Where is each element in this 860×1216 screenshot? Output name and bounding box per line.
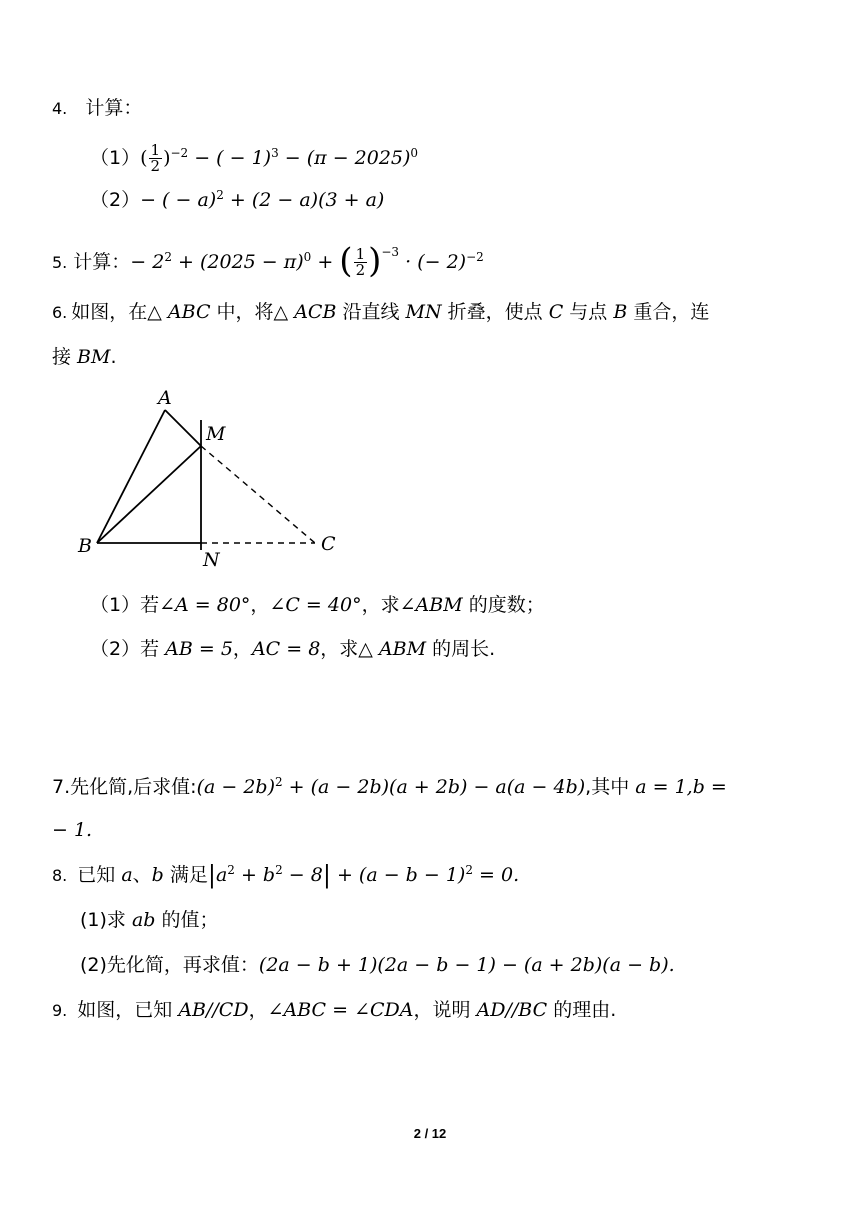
q8-line: 8. 已知 a、b 满足$|a^2 + b^2 - 8| + (a - b - 1)^2 = 0$. [52, 860, 520, 889]
q5-number: 5. [52, 253, 68, 272]
q9-number: 9. [52, 1001, 68, 1020]
q6-number: 6. [52, 303, 68, 322]
q4-part2-label: （2） [90, 189, 141, 211]
q7-line2: − 1. [52, 819, 93, 841]
label-c: C [321, 533, 336, 555]
label-n: N [203, 549, 220, 571]
q8-sub1: (1)求 ab 的值； [80, 909, 219, 931]
label-b: B [78, 535, 92, 557]
q4-title: 计算： [85, 97, 143, 119]
label-a: A [158, 387, 172, 409]
q9-line: 9. 如图，已知 AB//CD，∠ABC = ∠CDA，说明 AD//BC 的理由. [52, 999, 617, 1021]
q8-sub2: (2)先化简，再求值：(2a − b + 1)(2a − b − 1) − (a + 2b)(a − b). [80, 954, 675, 976]
q6-line2: 接 BM. [52, 346, 117, 368]
q6-triangle-figure [70, 380, 360, 575]
segment-ba [97, 410, 165, 543]
q4-part2: （2）− ( − a)$^2$ + (2 − a)(3 + a) [90, 188, 385, 211]
q8-number: 8. [52, 866, 68, 885]
q5-line: 5. 计算：− $2^2 + (2025 - \pi)^0$ + ( $\frac{1}{2}$ )$^{-3}$ · (− 2)$^{-2}$ [52, 240, 484, 281]
q4-heading [52, 96, 142, 121]
q6-sub1: （1）若∠A = 80°，∠C = 40°，求∠ABM 的度数； [90, 594, 545, 616]
segment-mc-dashed [201, 446, 315, 543]
q4-part1: （1）( $\frac{1}{2}$ )$^{-2}$ − ( − $1)^3 - (\pi - 2025)^0$ [90, 141, 419, 175]
page-number: 2 / 12 [413, 1126, 447, 1141]
q7-line1: 7.先化简,后求值:(a − 2b)$^2$ + (a − 2b)(a + 2b) − a(a − 4b),其中 a = 1,b = [52, 775, 727, 798]
q4-part1-label: （1） [90, 147, 141, 169]
segment-am [165, 410, 201, 446]
segment-bm [97, 446, 201, 543]
label-m: M [206, 423, 226, 445]
q5-fraction: $\frac{1}{2}$ [355, 245, 366, 279]
q6-line1: 6. 如图，在△ ABC 中，将△ ACB 沿直线 MN 折叠，使点 C 与点 B 重合，连 [52, 301, 710, 323]
q6-sub2: （2）若 AB = 5，AC = 8，求△ ABM 的周长. [90, 638, 496, 660]
q4-part1-fraction: $\frac{1}{2}$ [150, 141, 161, 175]
q4-number: 4. [52, 99, 68, 118]
q7-text: 7.先化简,后求值: [52, 776, 197, 798]
